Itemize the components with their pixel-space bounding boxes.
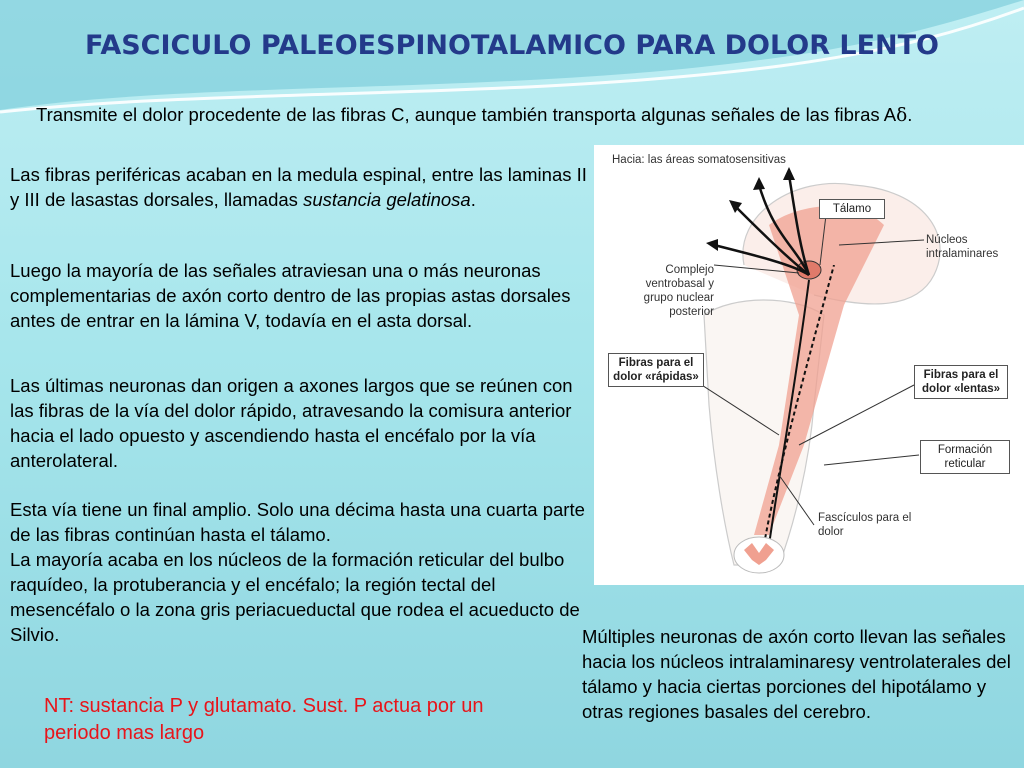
arrow-head-1: [753, 177, 765, 190]
intro-paragraph: [36, 102, 1016, 128]
fasciculos-label: Fascículos para el dolor: [818, 512, 912, 538]
paragraph-neuronas-axon-corto: Múltiples neuronas de axón corto llevan las señales hacia los núcleos intralaminaresy ventrolaterales del tálamo y hacia ciertas porciones del hipotálamo y otras regiones basales del cerebro.: [582, 626, 1011, 722]
p1-end: .: [470, 189, 476, 210]
fibras-lentas-label: Fibras para el dolor «lentas»: [914, 365, 1008, 399]
paragraph-axones-largos: Las últimas neuronas dan origen a axones largos que se reúnen con las fibras de la vía del dolor rápido, atravesando la comisura anterior hacia el lado opuesto y ascendiendo hasta el encéfalo por la vía anterolateral.: [10, 375, 573, 471]
pain-pathway-figure: [594, 145, 1024, 585]
p1-italic-term: sustancia gelatinosa: [303, 189, 471, 210]
paragraph-final-amplio: [10, 497, 600, 647]
intro-text: Transmite el dolor procedente de las fibras C, aunque también transporta algunas señales de las fibras A: [36, 104, 897, 125]
p4-line2: La mayoría acaba en los núcleos de la formación reticular del bulbo raquídeo, la protuberancia y el encéfalo; la región tectal del mesencéfalo o la zona gris periacueductal que rodea el acueducto de Silvio.: [10, 549, 580, 645]
delta-symbol: δ: [896, 105, 908, 126]
nucleos-label: Núcleos intralaminares: [926, 234, 999, 260]
paragraph-fibras-perifericas: [10, 162, 590, 212]
intro-end: .: [907, 104, 913, 125]
slide-title: FASCICULO PALEOESPINOTALAMICO PARA DOLOR LENTO: [84, 30, 940, 61]
fibras-rapidas-label: Fibras para el dolor «rápidas»: [608, 353, 704, 387]
paragraph-neuronas-complementarias: Luego la mayoría de las señales atraviesan una o más neuronas complementarias de axón corto dentro de las propias astas dorsales antes de entrar en la lámina V, todavía en el asta dorsal.: [10, 260, 571, 331]
figure-header: Hacia: las áreas somatosensitivas: [612, 154, 786, 166]
talamo-label: Tálamo: [819, 199, 885, 219]
arrow-head-4: [706, 239, 718, 251]
neurotransmitter-note: NT: sustancia P y glutamato. Sust. P actua por un periodo mas largo: [44, 695, 484, 744]
complejo-label: Complejo ventrobasal y grupo nuclear posterior: [643, 264, 714, 318]
p4-line1: Esta vía tiene un final amplio. Solo una décima hasta una cuarta parte de las fibras continúan hasta el tálamo.: [10, 499, 585, 545]
formacion-label: Formación reticular: [920, 440, 1010, 474]
p1-text: Las fibras periféricas acaban en la medula espinal, entre las laminas II y III de lasastas dorsales, llamadas: [10, 164, 587, 210]
arrow-head-2: [783, 167, 795, 180]
leader-formacion: [824, 455, 919, 465]
